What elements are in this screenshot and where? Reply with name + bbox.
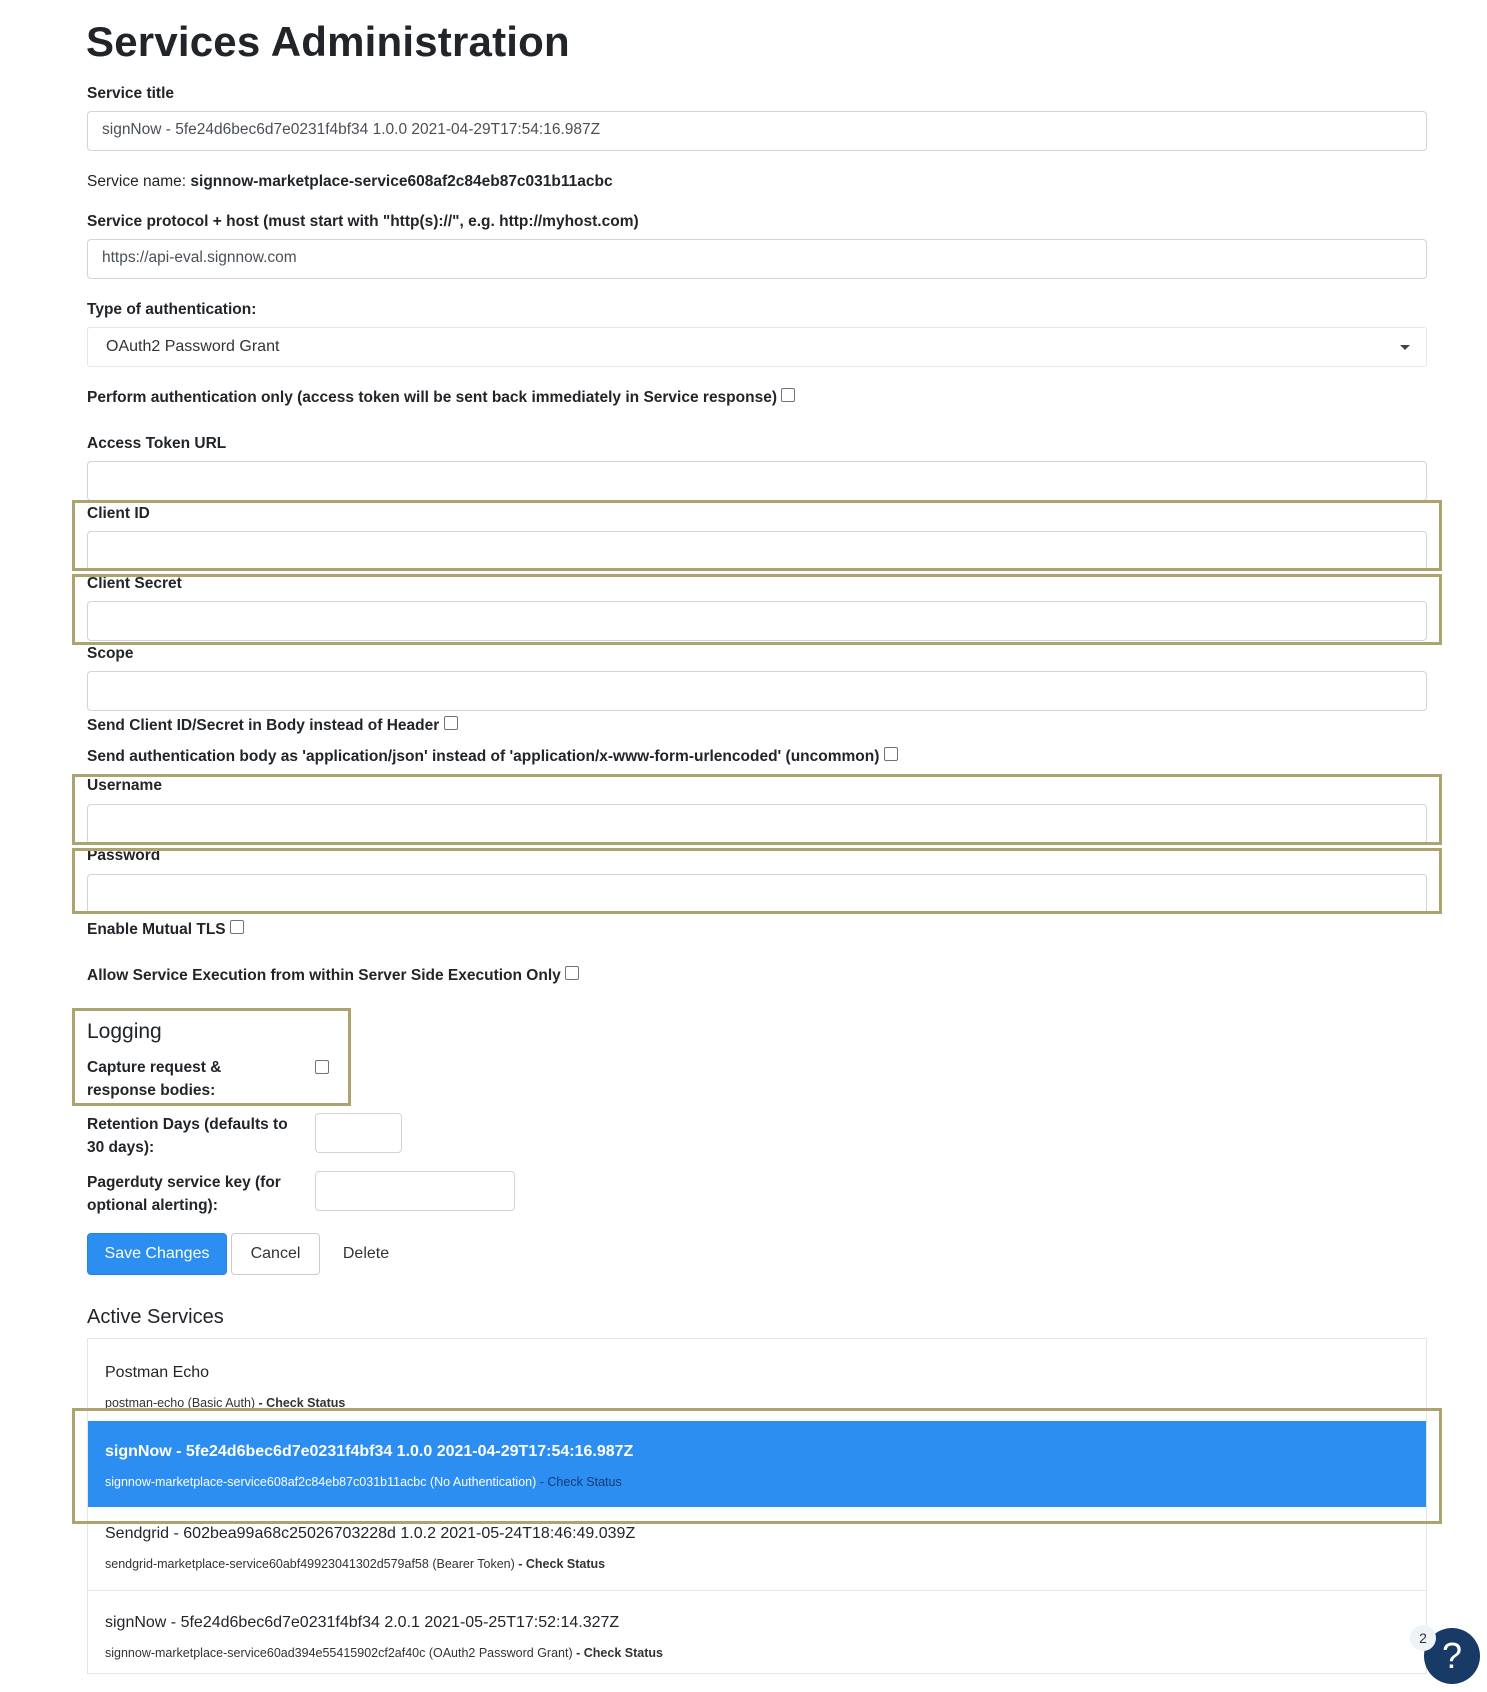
check-status-link[interactable]: - Check Status — [536, 1475, 622, 1489]
retention-days-input[interactable] — [315, 1113, 402, 1153]
service-title: signNow - 5fe24d6bec6d7e0231f4bf34 1.0.0 2021-04-29T17:54:16.987Z — [105, 1443, 634, 1460]
capture-label — [87, 1056, 221, 1102]
json-body-label: Send authentication body as 'application/json' instead of 'application/x-www-form-urlencoded' (uncommon) — [87, 748, 880, 765]
host-input[interactable]: https://api-eval.signnow.com — [87, 239, 1427, 279]
service-title: signNow - 5fe24d6bec6d7e0231f4bf34 2.0.1 2021-05-25T17:52:14.327Z — [105, 1614, 620, 1631]
service-name — [87, 173, 613, 191]
check-status-link[interactable]: - Check Status — [514, 1557, 606, 1571]
service-sub-name: signnow-marketplace-service60ad394e55415902cf2af40c (OAuth2 Password Grant) — [105, 1646, 573, 1660]
username-input[interactable] — [87, 804, 1427, 844]
send-in-body-label: Send Client ID/Secret in Body instead of Header — [87, 717, 440, 734]
auth-only-checkbox[interactable] — [781, 388, 795, 402]
service-name-prefix: Service name: — [87, 173, 191, 190]
delete-button[interactable]: Delete — [342, 1245, 390, 1262]
service-subtitle — [105, 1557, 1426, 1571]
service-list-item[interactable] — [88, 1339, 1426, 1421]
client-id-label: Client ID — [87, 505, 150, 522]
host-label: Service protocol + host (must start with "http(s)://", e.g. http://myhost.com) — [87, 213, 639, 230]
help-icon: ? — [1441, 1635, 1463, 1676]
service-title: Postman Echo — [105, 1364, 210, 1381]
service-sub-name: postman-echo (Basic Auth) — [105, 1396, 256, 1410]
service-title-input[interactable]: signNow - 5fe24d6bec6d7e0231f4bf34 1.0.0 2021-04-29T17:54:16.987Z — [87, 111, 1427, 151]
server-side-row — [87, 967, 579, 985]
mutual-tls-label: Enable Mutual TLS — [87, 921, 226, 938]
service-list-item[interactable] — [88, 1591, 1426, 1674]
service-sub-name: signnow-marketplace-service608af2c84eb87c031b11acbc (No Authentication) — [105, 1475, 537, 1489]
service-subtitle — [105, 1646, 1426, 1660]
scope-input[interactable] — [87, 671, 1427, 711]
service-subtitle — [105, 1475, 1426, 1489]
access-token-url-input[interactable] — [87, 461, 1427, 501]
access-token-url-label: Access Token URL — [87, 435, 227, 452]
active-services-list — [87, 1338, 1427, 1674]
capture-bodies-checkbox[interactable] — [315, 1060, 329, 1074]
save-changes-button[interactable]: Save Changes — [87, 1233, 227, 1275]
service-name-value: signnow-marketplace-service608af2c84eb87c031b11acbc — [190, 173, 613, 190]
send-in-body-row — [87, 717, 458, 735]
active-services-title: Active Services — [87, 1306, 224, 1328]
client-secret-input[interactable] — [87, 601, 1427, 641]
service-list-item-selected[interactable] — [88, 1421, 1426, 1507]
server-side-label: Allow Service Execution from within Server Side Execution Only — [87, 967, 561, 984]
scope-label: Scope — [87, 645, 134, 662]
service-title-label: Service title — [87, 85, 175, 102]
send-in-body-checkbox[interactable] — [444, 716, 458, 730]
logging-title: Logging — [87, 1020, 162, 1043]
capture-label-line1: Capture request & — [87, 1059, 222, 1076]
client-id-input[interactable] — [87, 531, 1427, 571]
cancel-button[interactable]: Cancel — [231, 1233, 320, 1275]
service-subtitle — [105, 1396, 1426, 1410]
auth-only-label: Perform authentication only (access token will be sent back immediately in Service response) — [87, 389, 777, 406]
auth-type-label: Type of authentication: — [87, 301, 257, 318]
help-badge: 2 — [1410, 1625, 1436, 1651]
pagerduty-label-line1: Pagerduty service key (for — [87, 1174, 281, 1191]
pagerduty-label — [87, 1171, 281, 1217]
auth-only-row — [87, 389, 795, 407]
pagerduty-label-line2: optional alerting): — [87, 1197, 218, 1214]
auth-type-select[interactable] — [87, 327, 1427, 367]
chevron-down-icon — [1400, 345, 1410, 350]
server-side-checkbox[interactable] — [565, 966, 579, 980]
service-title: Sendgrid - 602bea99a68c25026703228d 1.0.2 2021-05-24T18:46:49.039Z — [105, 1525, 636, 1542]
capture-label-line2: response bodies: — [87, 1082, 216, 1099]
auth-type-value: OAuth2 Password Grant — [106, 338, 280, 355]
retention-label — [87, 1113, 288, 1159]
mutual-tls-row — [87, 921, 244, 939]
client-secret-label: Client Secret — [87, 575, 182, 592]
retention-label-line1: Retention Days (defaults to — [87, 1116, 288, 1133]
username-label: Username — [87, 777, 162, 794]
password-input[interactable] — [87, 874, 1427, 914]
service-sub-name: sendgrid-marketplace-service60abf49923041302d579af58 (Bearer Token) — [105, 1557, 515, 1571]
check-status-link[interactable]: - Check Status — [572, 1646, 663, 1660]
mutual-tls-checkbox[interactable] — [230, 920, 244, 934]
retention-label-line2: 30 days): — [87, 1139, 155, 1156]
json-body-checkbox[interactable] — [884, 747, 898, 761]
page-title: Services Administration — [86, 18, 570, 65]
check-status-link[interactable]: - Check Status — [255, 1396, 346, 1410]
pagerduty-key-input[interactable] — [315, 1171, 515, 1211]
json-body-row — [87, 748, 898, 766]
service-list-item[interactable] — [88, 1507, 1426, 1590]
password-label: Password — [87, 847, 161, 864]
